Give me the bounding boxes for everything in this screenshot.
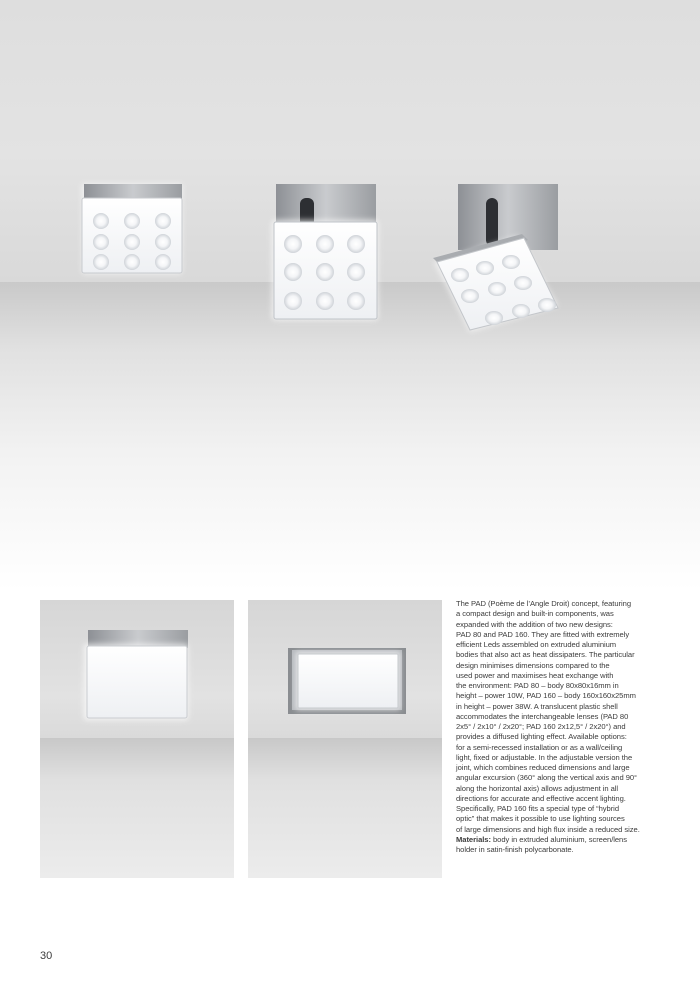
description-paragraph: The PAD (Poème de l’Angle Droit) concept, featuring a compact design and built-in components, was expanded with the addition of two new designs: PAD 80 and PAD 160. They are fitted with extremely efficient Leds assembled on extruded aluminium bodies that also act as heat dissipaters. The particular design minimises dimensions compared to the used power and maximises heat exchange with the environment: PAD 80 – body 80x80x16mm in height – power 10W, PAD 160 – body 160x160x25mm in height – power 38W. A translucent plastic shell accommodates the interchangeable lenses (PAD 80 2x5° / 2x10° / 2x20°; PAD 160 2x12,5° / 2x20°) and provides a diffused lighting effect. Available options: for a semi-recessed installation or as a wall/ceiling light, fixed or adjustable. In the adjustable version the joint, which combines reduced dimensions and large angular excursion (360° along the vertical axis and 90° along the horizontal axis) allows adjustment in all directions for accurate and effective accent lighting. Specifically, PAD 160 fits a special type of “hybrid optic” that makes it possible to use lighting sources of large dimensions and high flux inside a reduced size. — [456, 599, 640, 834]
photo-ceiling-mounted — [40, 600, 234, 878]
page-number: 30 — [40, 950, 53, 962]
lamp-pad-adjustable-tilted — [433, 184, 558, 332]
materials-text: body in extruded aluminium, screen/lens holder in satin-finish polycarbonate. — [456, 834, 627, 854]
photo-semi-recessed — [248, 600, 442, 878]
lamp-ceiling-mounted — [40, 600, 234, 878]
product-description — [456, 599, 656, 855]
materials-label: Materials: — [456, 834, 491, 844]
lamp-pad-fixed — [82, 184, 182, 274]
lamp-semi-recessed — [248, 600, 442, 878]
lamp-pad-adjustable-straight — [272, 184, 378, 320]
